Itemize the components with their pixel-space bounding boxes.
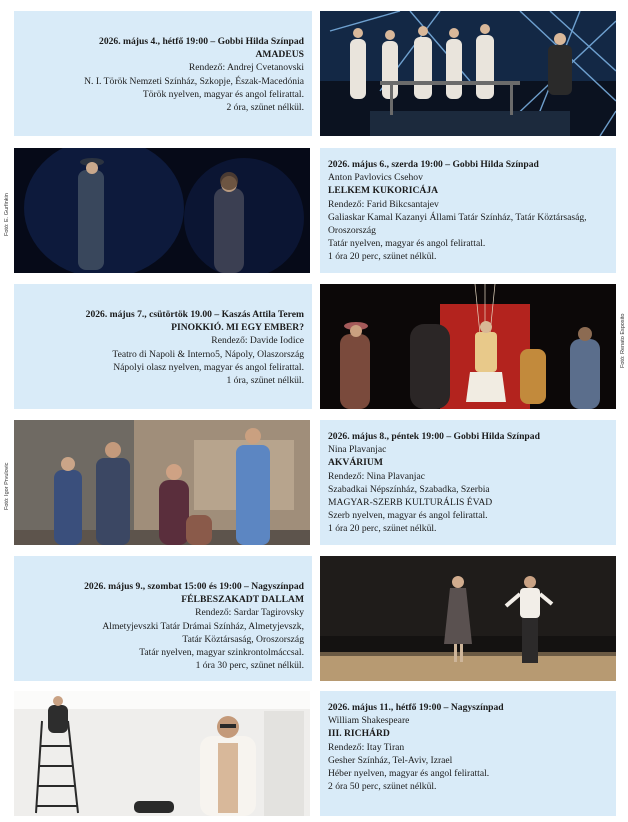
event-row-felbeszakadt-dallam: [14, 556, 616, 681]
event-row-amadeus: [14, 11, 616, 136]
event-photo-amadeus: [320, 11, 616, 136]
event-info-box: [14, 556, 312, 681]
event-director: Rendező: Farid Bikcsantajev: [328, 198, 439, 210]
event-date: 2026. május 6., szerda 19:00 – Gobbi Hilda Színpad: [328, 159, 539, 170]
event-photo-lelkem-kukoricaja: [14, 148, 310, 273]
event-company: N. I. Török Nemzeti Színház, Szkopje, Észak-Macedónia: [84, 75, 304, 87]
event-company: Szabadkai Népszínház, Szabadka, Szerbia: [328, 483, 490, 495]
event-company: Almetyjevszki Tatár Drámai Színház, Almetyjevszk,: [102, 620, 304, 632]
event-title: AMADEUS: [255, 49, 304, 61]
photo-credit: Fotó: Igor Prvulovic: [4, 462, 10, 510]
photo-credit: Fotó: E. Gurfinkin: [4, 193, 10, 236]
event-language: Török nyelven, magyar és angol felirattal.: [142, 88, 304, 100]
event-duration: 1 óra 20 perc, szünet nélkül.: [328, 251, 437, 263]
event-duration: 1 óra 20 perc, szünet nélkül.: [328, 523, 437, 535]
event-author: William Shakespeare: [328, 715, 410, 727]
event-extra: MAGYAR-SZERB KULTURÁLIS ÉVAD: [328, 497, 493, 509]
event-date: 2026. május 11., hétfő 19:00 – Nagyszínpad: [328, 702, 504, 713]
event-info-box: [320, 691, 616, 816]
event-director: Rendező: Davide Iodice: [211, 335, 304, 347]
event-duration: 1 óra 30 perc, szünet nélkül.: [195, 660, 304, 672]
event-info-box: [320, 420, 616, 545]
event-info-box: [14, 11, 312, 136]
event-director: Rendező: Itay Tiran: [328, 741, 405, 753]
event-row-pinokkio: [14, 284, 616, 409]
event-photo-iii-richard: [14, 691, 310, 816]
event-date: 2026. május 4., hétfő 19:00 – Gobbi Hilda Színpad: [99, 36, 304, 47]
event-row-lelkem-kukoricaja: [14, 148, 616, 273]
event-company: Tatár Köztársaság, Oroszország: [182, 633, 304, 645]
event-photo-felbeszakadt-dallam: [320, 556, 616, 681]
event-row-iii-richard: [14, 691, 616, 816]
event-info-box: [14, 284, 312, 409]
event-title: III. RICHÁRD: [328, 728, 390, 740]
event-duration: 2 óra 50 perc, szünet nélkül.: [328, 781, 437, 793]
event-duration: 2 óra, szünet nélkül.: [226, 102, 304, 114]
event-language: Nápolyi olasz nyelven, magyar és angol felirattal.: [113, 361, 304, 373]
event-title: LELKEM KUKORICÁJA: [328, 185, 439, 197]
event-date: 2026. május 7., csütörtök 19.00 – Kaszás Attila Terem: [85, 309, 304, 320]
event-author: Anton Pavlovics Csehov: [328, 172, 423, 184]
event-director: Rendező: Sardar Tagirovsky: [195, 607, 304, 619]
event-row-akvarium: [14, 420, 616, 545]
event-language: Szerb nyelven, magyar és angol felirattal.: [328, 510, 488, 522]
event-title: FÉLBESZAKADT DALLAM: [181, 594, 304, 606]
event-title: AKVÁRIUM: [328, 457, 383, 469]
event-language: Tatár nyelven, magyar szinkrontolmáccsal.: [139, 647, 304, 659]
event-director: Rendező: Andrej Cvetanovski: [188, 62, 304, 74]
event-date: 2026. május 9., szombat 15:00 és 19:00 – Nagyszínpad: [84, 581, 304, 592]
event-language: Tatár nyelven, magyar és angol felirattal.: [328, 238, 486, 250]
event-photo-pinokkio: [320, 284, 616, 409]
event-company: Galiaskar Kamal Kazanyi Állami Tatár Színház, Tatár Köztársaság, Oroszország: [328, 211, 587, 237]
event-photo-akvarium: [14, 420, 310, 545]
event-company: Gesher Színház, Tel-Aviv, Izrael: [328, 754, 453, 766]
event-author: Nina Plavanjac: [328, 444, 387, 456]
event-language: Héber nyelven, magyar és angol felirattal.: [328, 768, 490, 780]
event-director: Rendező: Nina Plavanjac: [328, 470, 425, 482]
event-date: 2026. május 8., péntek 19:00 – Gobbi Hilda Színpad: [328, 431, 540, 442]
event-company: Teatro di Napoli & Interno5, Nápoly, Olaszország: [112, 348, 304, 360]
event-duration: 1 óra, szünet nélkül.: [226, 375, 304, 387]
event-info-box: [320, 148, 616, 273]
event-title: PINOKKIÓ. MI EGY EMBER?: [171, 322, 304, 334]
photo-credit: Fotó: Renato Esposito: [620, 313, 626, 368]
